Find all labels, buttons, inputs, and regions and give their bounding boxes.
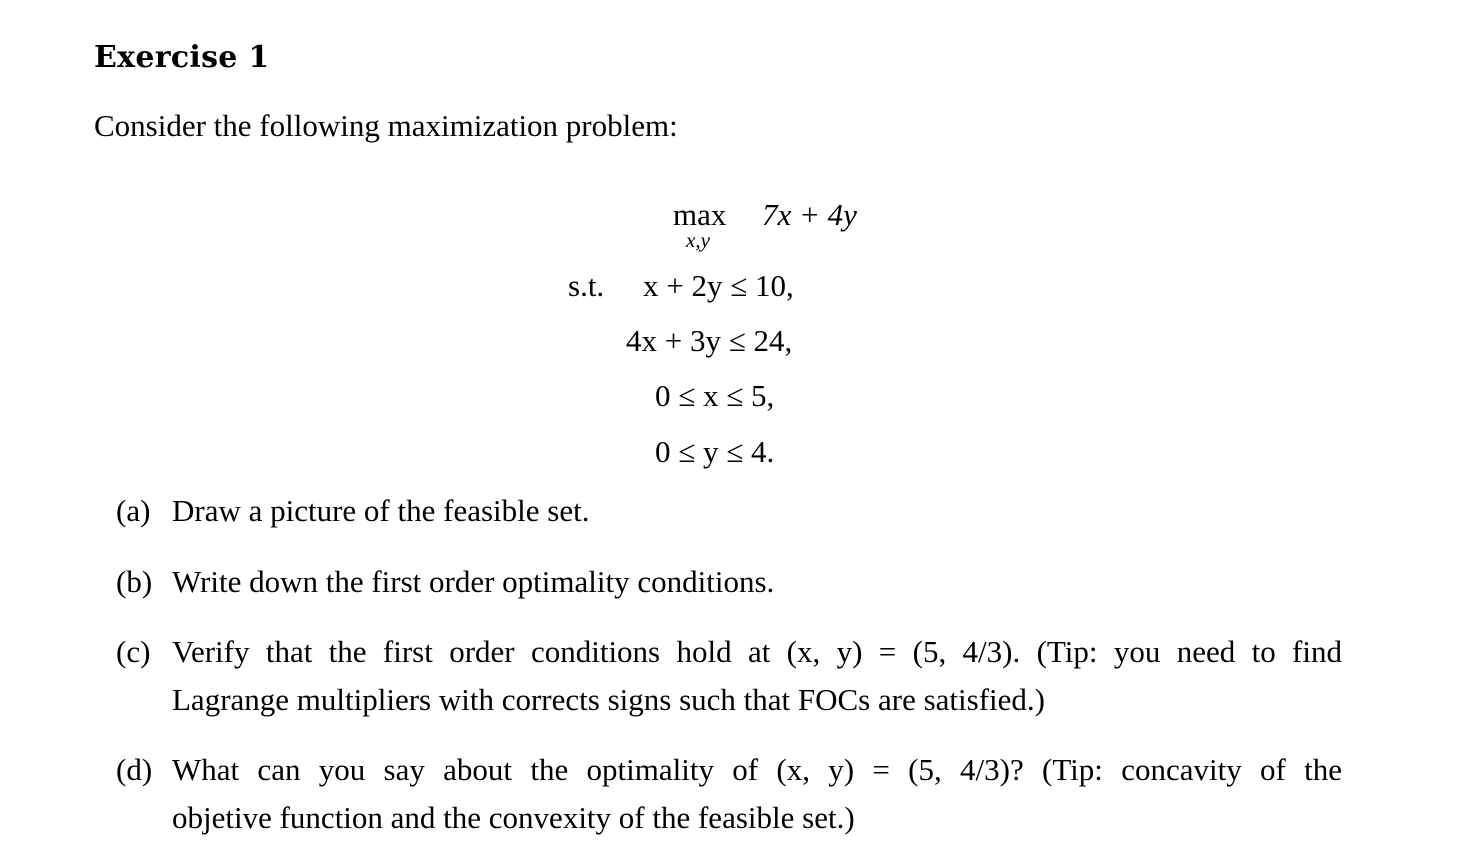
constraint-3: 0 ≤ x ≤ 5, [655,378,775,413]
part-label: (b) [116,564,153,599]
intro-text: Consider the following maximization problem: [94,108,678,143]
constraint-1: x + 2y ≤ 10, [643,268,794,303]
objective-function: 7x + 4y [762,197,857,232]
max-subscript: x,y [686,228,710,252]
part-text-line-1: What can you say about the optimality of (x, y) = (5, 4/3)? (Tip: concavity of the [172,752,1342,787]
part-text-line-1: Verify that the first order conditions hold at (x, y) = (5, 4/3). (Tip: you need to find [172,634,1342,669]
part-text-line-2: objetive function and the convexity of the feasible set.) [172,800,855,835]
part-label: (a) [116,493,151,528]
constraint-2: 4x + 3y ≤ 24, [626,323,793,358]
constraint-4: 0 ≤ y ≤ 4. [655,434,775,469]
exercise-title: Exercise 1 [94,40,270,75]
part-label: (d) [116,752,153,787]
max-operator: max [673,197,727,232]
part-text: Write down the first order optimality conditions. [172,564,775,599]
part-label: (c) [116,634,151,669]
part-text: Draw a picture of the feasible set. [172,493,590,528]
subject-to-label: s.t. [568,268,605,303]
part-text-line-2: Lagrange multipliers with corrects signs such that FOCs are satisfied.) [172,682,1045,717]
